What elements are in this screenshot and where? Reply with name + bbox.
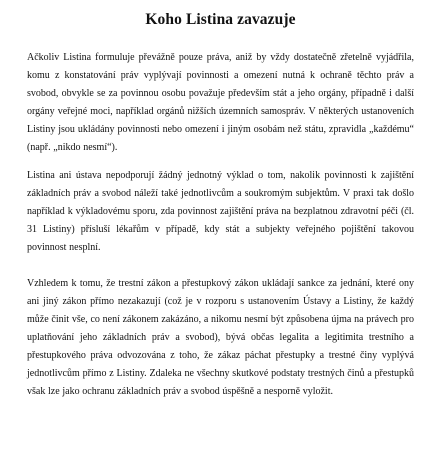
paragraph-1: Ačkoliv Listina formuluje převážně pouze práva, aniž by vždy dostatečně zřetelně vyjádřila, komu z konstatování práv vyplývají povinnosti a omezení nutná k ochraně těchto práv a svobod, obvykle se za povinnou osobu považuje především stát a jeho orgány, případně i další orgány veřejné moci, například orgánů nižších územních samospráv. V některých ustanoveních Listiny jsou ukládány povinnosti nebo omezení i jiným osobám než státu, zpravidla „každému“ (např. „nikdo nesmí“). [27,52,414,153]
document-title: Koho Listina zavazuje [145,11,296,28]
paragraph-2: Listina ani ústava nepodporují žádný jednotný výklad o tom, nakolik povinnosti k zajištění základních práv a svobod náleží také jednotlivcům a soukromým subjektům. V praxi tak došlo například k výkladovému sporu, zda povinnost zajištění práva na bezplatnou zdravotní péči (čl. 31 Listiny) přísluší lékařům v případě, kdy stát a subjekty veřejného pojištění takovou povinnost nesplní. [27,170,414,253]
paragraph-3: Vzhledem k tomu, že trestní zákon a přestupkový zákon ukládají sankce za jednání, které ony ani jiný zákon přímo nezakazují (což je v rozporu s ustanovením Ústavy a Listiny, že každý může činit vše, co není zákonem zakázáno, a nikomu nesmí být způsobena újma na právech pro uplatňování jeho základních práv a svobod), bývá občas legalita a legitimita trestního a přestupkového práva odvozována z toho, že zákaz páchat přestupky a trestné činy vyplývá jednotlivcům přímo z Listiny. Zdaleka ne všechny skutkové podstaty trestných činů a přestupků však lze jako ochranu základních práv a svobod úspěšně a nesporně vyložit. [27,278,414,397]
